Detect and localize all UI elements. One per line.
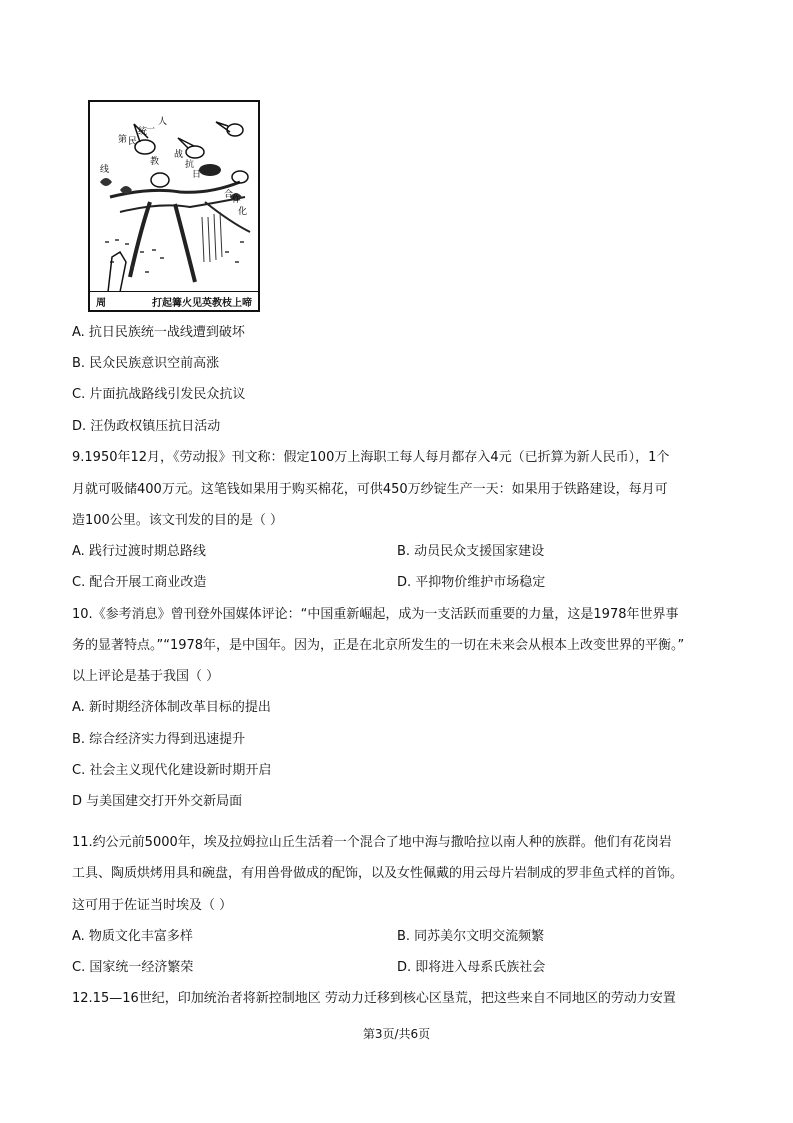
- page-number: 第3页/共6页: [362, 1027, 431, 1041]
- q9-option-a: A. 践行过渡时期总路线: [72, 544, 206, 559]
- q11-stem-line: 这可用于佐证当时埃及（ ）: [72, 898, 233, 913]
- cartoon-label: 战: [174, 150, 184, 160]
- q9-stem-line: 月就可吸储400万元。这笔钱如果用于购买棉花，可供450万纱锭生产一天：如果用于铁路建设，每月可: [72, 482, 668, 497]
- q10-option-d: D 与美国建交打开外交新局面: [72, 794, 243, 809]
- q9-option-c: C. 配合开展工商业改造: [72, 575, 207, 590]
- q12-stem-line: 12.15—16世纪，印加统治者将新控制地区 劳动力迁移到核心区垦荒，把这些来自不同地区的劳动力安置: [72, 991, 676, 1006]
- q8-option-c: C. 片面抗战路线引发民众抗议: [72, 387, 246, 402]
- cartoon-drawing: [90, 102, 258, 292]
- q8-option-d: D. 汪伪政权镇压抗日活动: [72, 419, 221, 434]
- q9-stem-line: 造100公里。该文刊发的目的是（ ）: [72, 513, 283, 528]
- q10-option-b: B. 综合经济实力得到迅速提升: [72, 732, 246, 747]
- cartoon-label: 作: [232, 195, 242, 205]
- q11-option-d: D. 即将进入母系氏族社会: [397, 960, 546, 975]
- cartoon-label: 化: [238, 207, 248, 217]
- cartoon-caption: 打起篝火见英教枝上啼: [152, 297, 252, 309]
- q10-stem-line: 以上评论是基于我国（ ）: [72, 669, 220, 684]
- q10-stem-line: 务的显著特点。”“1978年，是中国年。因为，正是在北京所发生的一切在未来会从根本上改变世界的平衡。”: [72, 638, 685, 653]
- cartoon-label: 民: [128, 137, 138, 147]
- cartoon-label: 线: [100, 165, 110, 175]
- q10-option-a: A. 新时期经济体制改革目标的提出: [72, 700, 271, 715]
- q9-option-d: D. 平抑物价维护市场稳定: [397, 575, 546, 590]
- cartoon-signature: 周: [96, 297, 106, 309]
- q11-stem-line: 工具、陶质烘烤用具和碗盘，有用兽骨做成的配饰，以及女性佩戴的用云母片岩制成的罗非鱼式样的首饰。: [72, 866, 684, 881]
- cartoon-label: 抗: [185, 160, 195, 170]
- q10-stem-line: 10.《参考消息》曾刊登外国媒体评论：“中国重新崛起，成为一支活跃而重要的力量，这是1978年世界事: [72, 607, 679, 622]
- q11-option-b: B. 同苏美尔文明交流频繁: [397, 929, 545, 944]
- q11-option-a: A. 物质文化丰富多样: [72, 929, 193, 944]
- q10-option-c: C. 社会主义现代化建设新时期开启: [72, 763, 272, 778]
- cartoon-label: 日: [192, 170, 202, 180]
- cartoon-label: 教: [150, 157, 160, 167]
- q11-stem-line: 11.约公元前5000年，埃及拉姆拉山丘生活着一个混合了地中海与撒哈拉以南人种的族群。他们有花岗岩: [72, 835, 672, 850]
- cartoon-label: 人: [158, 117, 168, 127]
- q8-option-a: A. 抗日民族统一战线遭到破坏: [72, 325, 245, 340]
- cartoon-caption-strip: [90, 291, 258, 310]
- cartoon-label: 一: [146, 125, 156, 135]
- cartoon-label: 合: [224, 190, 234, 200]
- q11-option-c: C. 国家统一经济繁荣: [72, 960, 194, 975]
- q9-option-b: B. 动员民众支援国家建设: [397, 544, 545, 559]
- cartoon-label: 统: [138, 127, 148, 137]
- q9-stem-line: 9.1950年12月，《劳动报》刊文称：假定100万上海职工每人每月都存入4元（已折算为新人民币），1个: [72, 450, 670, 465]
- cartoon-illustration: [88, 100, 260, 312]
- q8-option-b: B. 民众民族意识空前高涨: [72, 356, 220, 371]
- cartoon-label: 第: [118, 135, 128, 145]
